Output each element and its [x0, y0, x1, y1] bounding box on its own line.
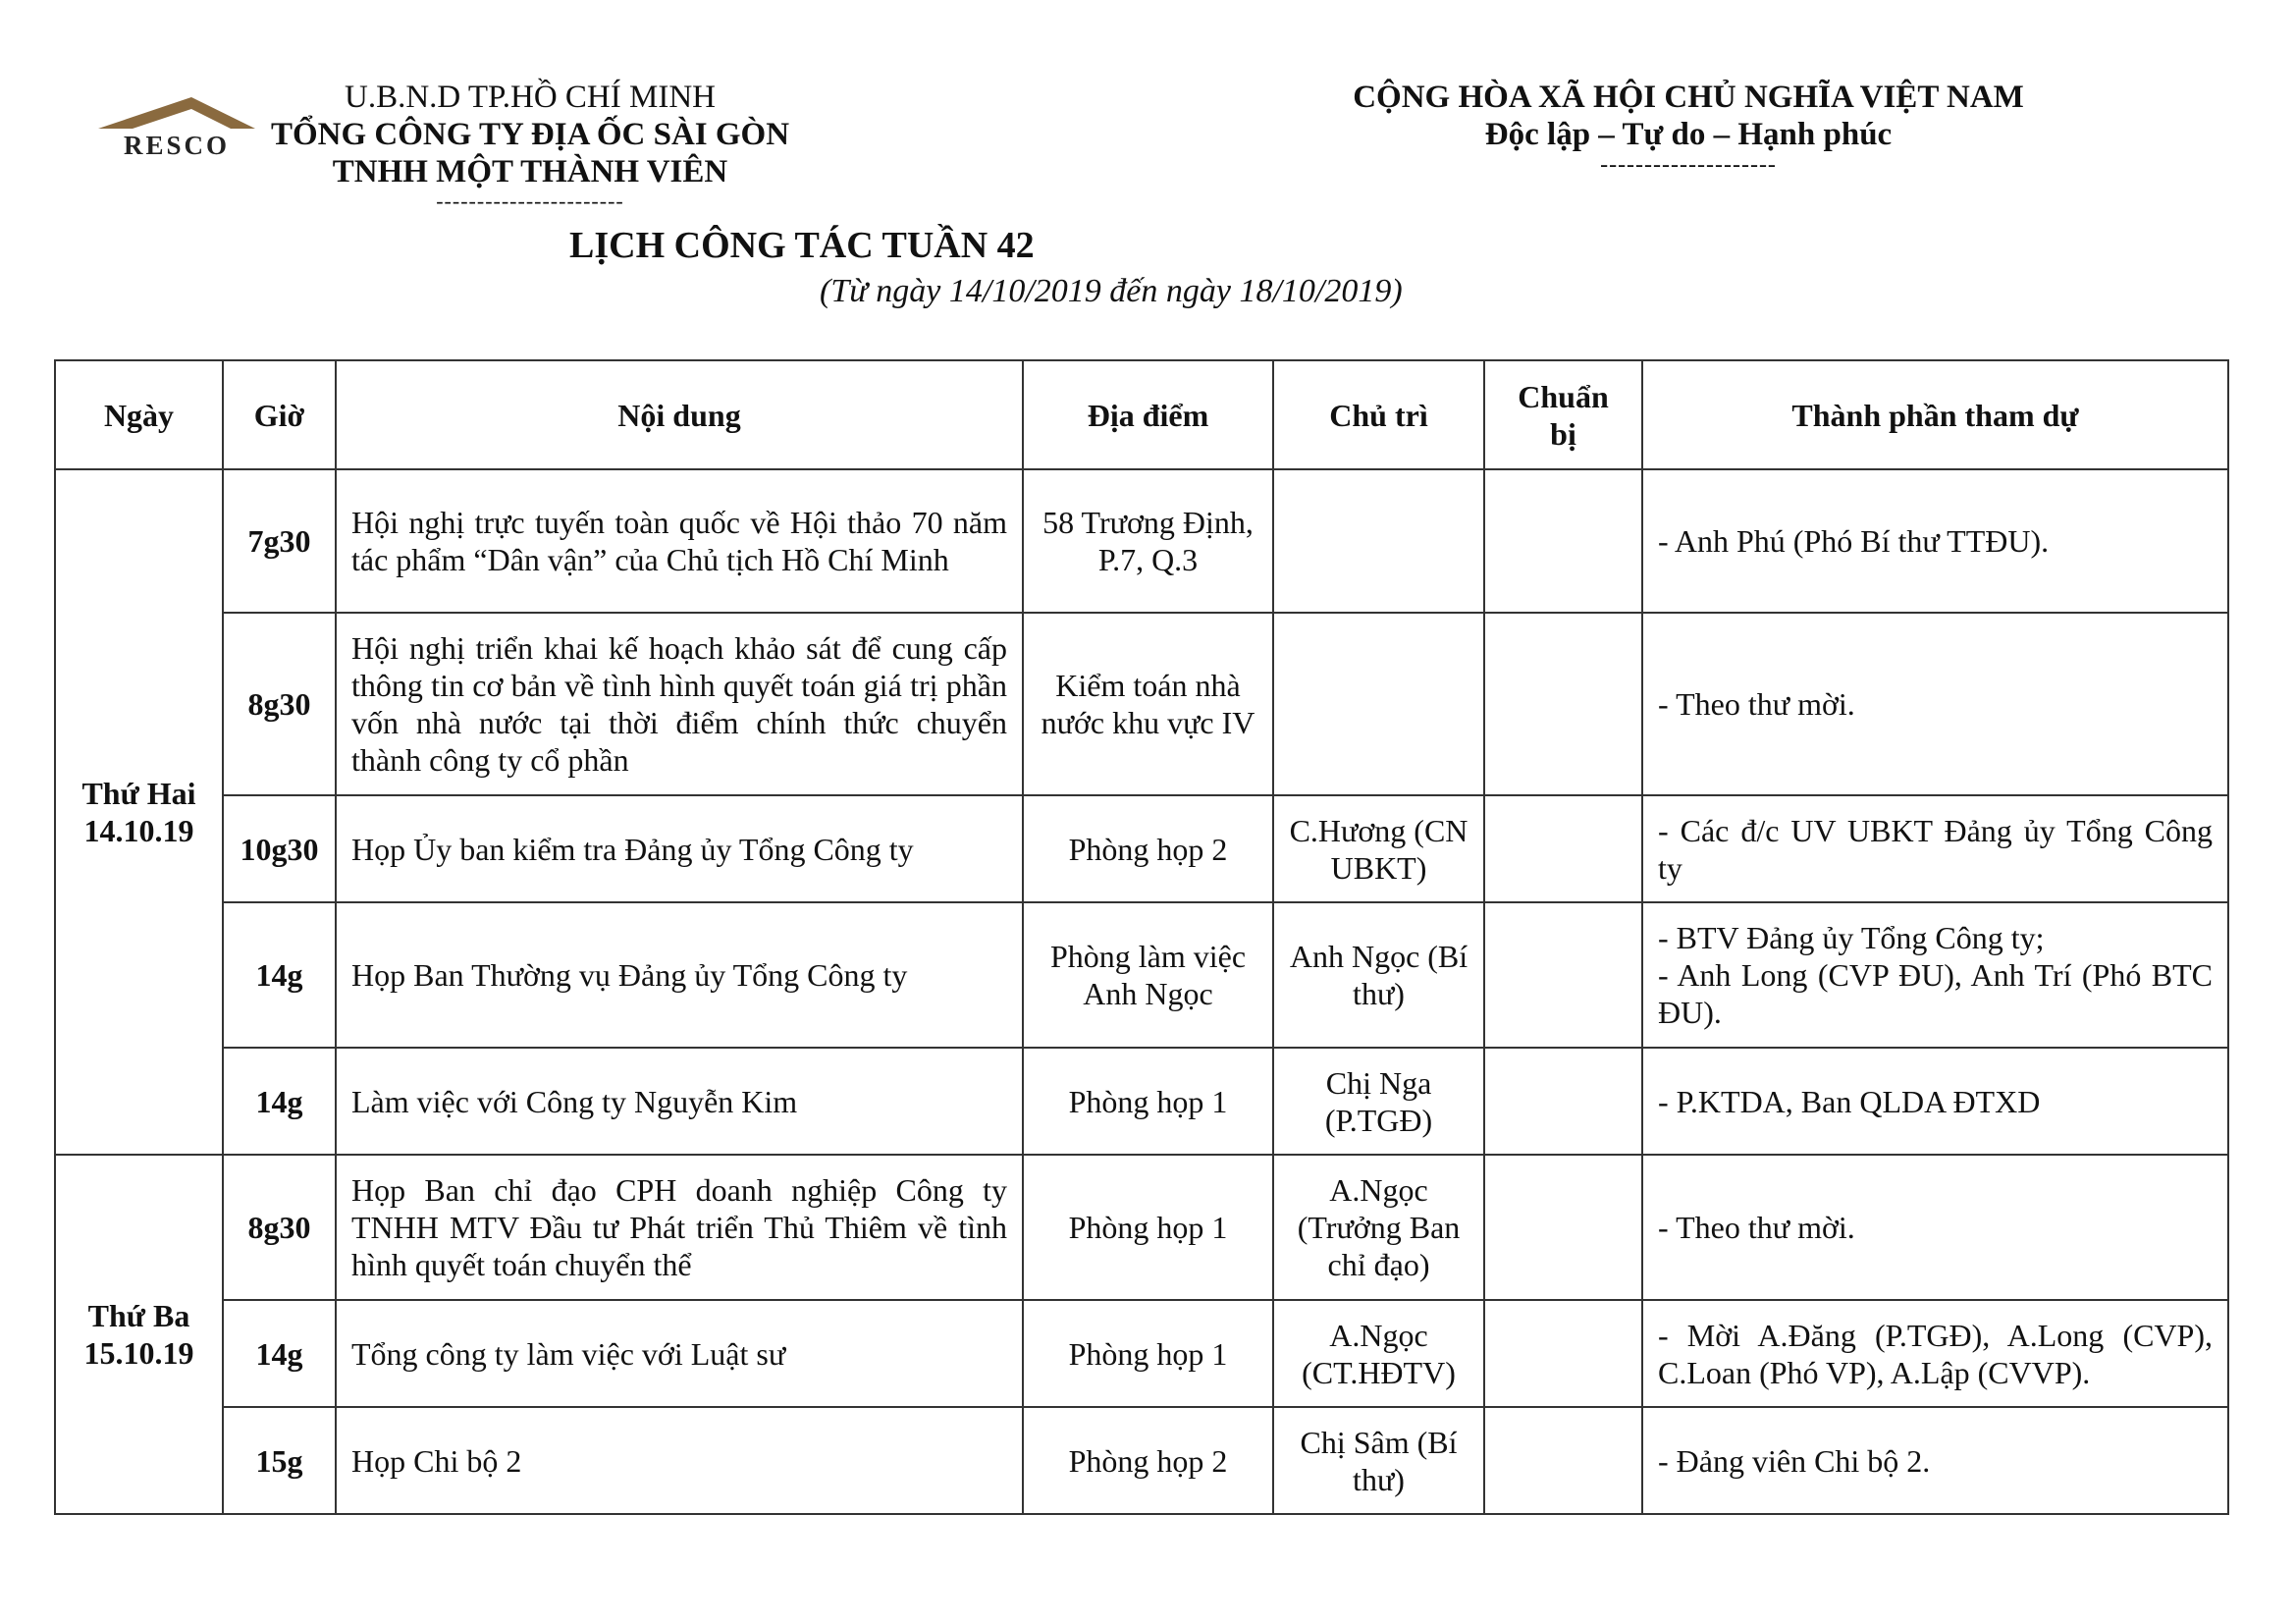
host-cell [1273, 613, 1484, 795]
org-line-3: TNHH MỘT THÀNH VIÊN [332, 154, 728, 189]
place-cell: Phòng làm việc Anh Ngọc [1023, 902, 1273, 1048]
attend-cell: - Theo thư mời. [1642, 613, 2228, 795]
logo-text: RESCO [123, 131, 231, 160]
prep-cell [1484, 469, 1642, 613]
content-cell: Tổng công ty làm việc với Luật sư [336, 1300, 1023, 1407]
content-cell: Họp Ban chỉ đạo CPH doanh nghiệp Công ty TNHH MTV Đầu tư Phát triển Thủ Thiêm về tình hình quyết toán chuyển thể [336, 1155, 1023, 1300]
time-cell: 15g [223, 1407, 336, 1514]
host-cell: Chị Nga (P.TGĐ) [1273, 1048, 1484, 1155]
place-cell: Phòng họp 1 [1023, 1155, 1273, 1300]
content-cell: Họp Ban Thường vụ Đảng ủy Tổng Công ty [336, 902, 1023, 1048]
day-name: Thứ Hai [81, 776, 196, 811]
time-cell: 14g [223, 1300, 336, 1407]
attend-cell: - Các đ/c UV UBKT Đảng ủy Tổng Công ty [1642, 795, 2228, 902]
attend-cell [1642, 902, 2228, 1048]
content-cell: Làm việc với Công ty Nguyễn Kim [336, 1048, 1023, 1155]
day-date: 15.10.19 [83, 1335, 194, 1371]
org-line-1: U.B.N.D TP.HỒ CHÍ MINH [344, 80, 716, 115]
page-subtitle: (Từ ngày 14/10/2019 đến ngày 18/10/2019) [820, 273, 1403, 309]
time-cell: 7g30 [223, 469, 336, 613]
table-row [55, 1407, 2228, 1514]
attend-line: - Anh Long (CVP ĐU), Anh Trí (Phó BTC ĐU). [1658, 957, 2213, 1030]
table-row [55, 1300, 2228, 1407]
header-attend: Thành phần tham dự [1642, 360, 2228, 469]
nation-line-2: Độc lập – Tự do – Hạnh phúc [1484, 117, 1893, 152]
schedule-body [55, 469, 2228, 1514]
table-row [55, 469, 2228, 613]
attend-cell: - P.KTDA, Ban QLDA ĐTXD [1642, 1048, 2228, 1155]
attend-cell: - Mời A.Đăng (P.TGĐ), A.Long (CVP), C.Loan (Phó VP), A.Lập (CVVP). [1642, 1300, 2228, 1407]
host-cell: A.Ngọc (CT.HĐTV) [1273, 1300, 1484, 1407]
organization-header [265, 79, 795, 212]
place-cell: 58 Trương Định, P.7, Q.3 [1023, 469, 1273, 613]
resco-logo [93, 93, 260, 162]
table-row [55, 613, 2228, 795]
attend-cell: - Đảng viên Chi bộ 2. [1642, 1407, 2228, 1514]
place-cell: Phòng họp 1 [1023, 1048, 1273, 1155]
time-cell: 8g30 [223, 1155, 336, 1300]
attend-cell: - Anh Phú (Phó Bí thư TTĐU). [1642, 469, 2228, 613]
host-cell [1273, 469, 1484, 613]
table-row [55, 1048, 2228, 1155]
content-cell: Hội nghị triển khai kế hoạch khảo sát để cung cấp thông tin cơ bản về tình hình quyết toán giá trị phần vốn nhà nước tại thời điểm chính thức chuyển thành công ty cổ phần [336, 613, 1023, 795]
host-cell: Chị Sâm (Bí thư) [1273, 1407, 1484, 1514]
table-row [55, 1155, 2228, 1300]
header-content: Nội dung [336, 360, 1023, 469]
org-line-2: TỔNG CÔNG TY ĐỊA ỐC SÀI GÒN [270, 117, 790, 152]
prep-cell [1484, 1048, 1642, 1155]
nation-header [1335, 79, 2042, 177]
nation-line-1: CỘNG HÒA XÃ HỘI CHỦ NGHĨA VIỆT NAM [1353, 80, 2024, 115]
content-cell: Hội nghị trực tuyến toàn quốc về Hội thảo 70 năm tác phẩm “Dân vận” của Chủ tịch Hồ Chí Minh [336, 469, 1023, 613]
content-cell: Họp Ủy ban kiểm tra Đảng ủy Tổng Công ty [336, 795, 1023, 902]
table-header-row [55, 360, 2228, 469]
host-cell: A.Ngọc (Trưởng Ban chỉ đạo) [1273, 1155, 1484, 1300]
header-time: Giờ [223, 360, 336, 469]
host-cell: Anh Ngọc (Bí thư) [1273, 902, 1484, 1048]
attend-cell: - Theo thư mời. [1642, 1155, 2228, 1300]
roof-logo-icon [93, 93, 260, 133]
time-cell: 14g [223, 902, 336, 1048]
table-row [55, 902, 2228, 1048]
org-divider: ----------------------- [436, 189, 624, 213]
header-day: Ngày [55, 360, 223, 469]
time-cell: 8g30 [223, 613, 336, 795]
prep-cell [1484, 795, 1642, 902]
table-row [55, 795, 2228, 902]
prep-cell [1484, 1300, 1642, 1407]
header-place: Địa điểm [1023, 360, 1273, 469]
header-prep: Chuẩn bị [1484, 360, 1642, 469]
place-cell: Phòng họp 1 [1023, 1300, 1273, 1407]
prep-cell [1484, 902, 1642, 1048]
time-cell: 10g30 [223, 795, 336, 902]
place-cell: Phòng họp 2 [1023, 795, 1273, 902]
header-host: Chủ trì [1273, 360, 1484, 469]
content-cell: Họp Chi bộ 2 [336, 1407, 1023, 1514]
host-cell: C.Hương (CN UBKT) [1273, 795, 1484, 902]
schedule-table [54, 359, 2229, 1515]
day-cell [55, 1155, 223, 1514]
time-cell: 14g [223, 1048, 336, 1155]
attend-line: - BTV Đảng ủy Tổng Công ty; [1658, 920, 2045, 955]
prep-cell [1484, 1407, 1642, 1514]
nation-divider: -------------------- [1600, 152, 1777, 178]
day-name: Thứ Ba [87, 1298, 190, 1333]
prep-cell [1484, 613, 1642, 795]
page-title: LỊCH CÔNG TÁC TUẦN 42 [569, 225, 1035, 266]
place-cell: Phòng họp 2 [1023, 1407, 1273, 1514]
place-cell: Kiểm toán nhà nước khu vực IV [1023, 613, 1273, 795]
prep-cell [1484, 1155, 1642, 1300]
day-date: 14.10.19 [83, 813, 194, 848]
day-cell [55, 469, 223, 1155]
